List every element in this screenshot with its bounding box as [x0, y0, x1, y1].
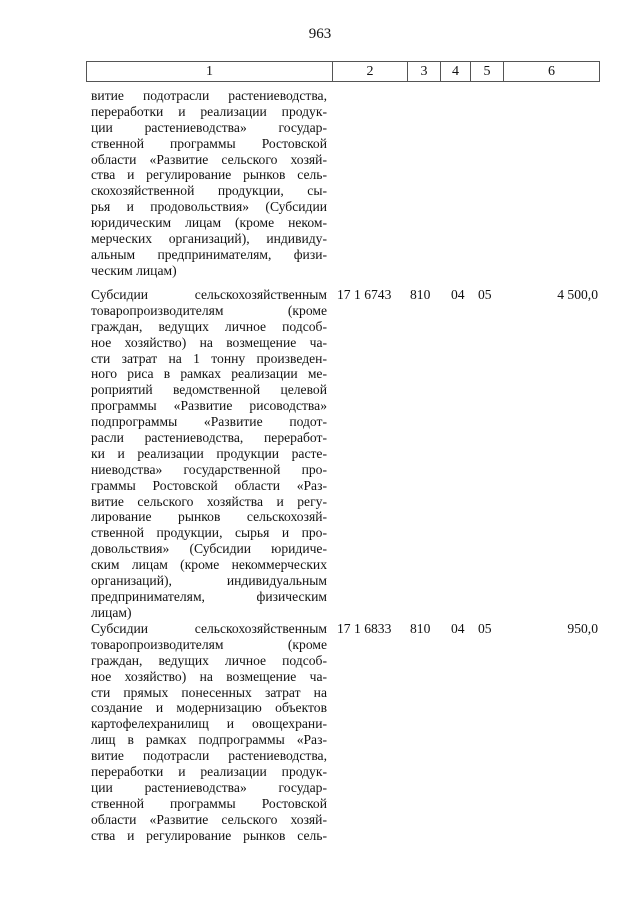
text-line: ским лицам (кроме некоммерческих [91, 557, 327, 573]
csr-code: 17 1 6743 [337, 287, 392, 302]
text-line: мерческих организаций), индивиду- [91, 231, 327, 247]
text-line: Субсидии сельскохозяйственным [91, 621, 327, 636]
text-line: ниеводства» государственной про- [91, 461, 327, 477]
text-line: граждан, ведущих личное подсоб- [91, 318, 327, 334]
text-line: скохозяйственной продукции, сы- [91, 183, 327, 199]
header-col-2: 2 [332, 62, 407, 81]
text-line: ции растениеводства» государ- [91, 779, 327, 795]
sum-value: 950,0 [567, 621, 598, 636]
text-line: лицам) [91, 604, 132, 620]
pr-code: 05 [478, 621, 492, 636]
text-line: ственной продукции, сырья и про- [91, 525, 327, 541]
text-line: переработки и реализации продук- [91, 764, 327, 780]
text-line: ное хозяйство) на возмещение ча- [91, 334, 327, 350]
row-description [91, 88, 327, 279]
text-line: ного риса в рамках реализации ме- [91, 366, 327, 382]
text-line: ное хозяйство) на возмещение ча- [91, 668, 327, 684]
text-line: организаций), индивидуальным [91, 573, 327, 589]
page-number: 963 [308, 26, 332, 42]
text-line: области «Развитие сельского хозяй- [91, 151, 327, 167]
text-line: ства и регулирование рынков сель- [91, 167, 327, 183]
text-line: рья и продовольствия» (Субсидии [91, 199, 327, 215]
text-line: ственной программы Ростовской [91, 795, 327, 811]
header-col-1: 1 [206, 64, 213, 79]
pr-code: 05 [478, 287, 492, 302]
header-col-4: 4 [440, 62, 470, 81]
text-line: ки и реализации продукции расте- [91, 445, 327, 461]
text-line: сти прямых понесенных затрат на [91, 684, 327, 700]
header-col-6: 6 [503, 62, 599, 81]
sum-value: 4 500,0 [557, 287, 598, 302]
text-line: граждан, ведущих личное подсоб- [91, 652, 327, 668]
text-line: роприятий ведомственной целевой [91, 382, 327, 398]
rz-code: 04 [451, 621, 465, 636]
text-line: лирование рынков сельскохозяй- [91, 509, 327, 525]
text-line: ции растениеводства» государ- [91, 119, 327, 135]
table-header-row [86, 61, 600, 82]
row-description [91, 287, 327, 621]
text-line: ства и регулирование рынков сель- [91, 827, 327, 843]
text-line: сти затрат на 1 тонну произведен- [91, 350, 327, 366]
text-line: товаропроизводителям (кроме [91, 302, 327, 318]
csr-code: 17 1 6833 [337, 621, 392, 636]
text-line: ческим лицам) [91, 262, 177, 278]
row-description [91, 621, 327, 843]
text-line: довольствия» (Субсидии юридиче- [91, 541, 327, 557]
text-line: программы «Развитие рисоводства» [91, 398, 327, 414]
text-line: товаропроизводителям (кроме [91, 636, 327, 652]
vr-code: 810 [410, 621, 431, 636]
text-line: области «Развитие сельского хозяй- [91, 811, 327, 827]
text-line: граммы Ростовской области «Раз- [91, 477, 327, 493]
text-line: переработки и реализации продук- [91, 103, 327, 119]
text-line: подпрограммы «Развитие подот- [91, 414, 327, 430]
text-line: юридическим лицам (кроме неком- [91, 215, 327, 231]
text-line: лищ в рамках подпрограммы «Раз- [91, 732, 327, 748]
text-line: расли растениеводства, переработ- [91, 430, 327, 446]
text-line: альным предпринимателям, физи- [91, 246, 327, 262]
vr-code: 810 [410, 287, 431, 302]
text-line: создание и модернизацию объектов [91, 700, 327, 716]
text-line: Субсидии сельскохозяйственным [91, 287, 327, 302]
text-line: ственной программы Ростовской [91, 135, 327, 151]
text-line: картофелехранилищ и овощехрани- [91, 716, 327, 732]
text-line: витие подотрасли растениеводства, [91, 748, 327, 764]
header-col-5: 5 [470, 62, 503, 81]
text-line: предпринимателям, физическим [91, 588, 327, 604]
rz-code: 04 [451, 287, 465, 302]
text-line: витие сельского хозяйства и регу- [91, 493, 327, 509]
header-col-3: 3 [407, 62, 440, 81]
text-line: витие подотрасли растениеводства, [91, 88, 327, 103]
